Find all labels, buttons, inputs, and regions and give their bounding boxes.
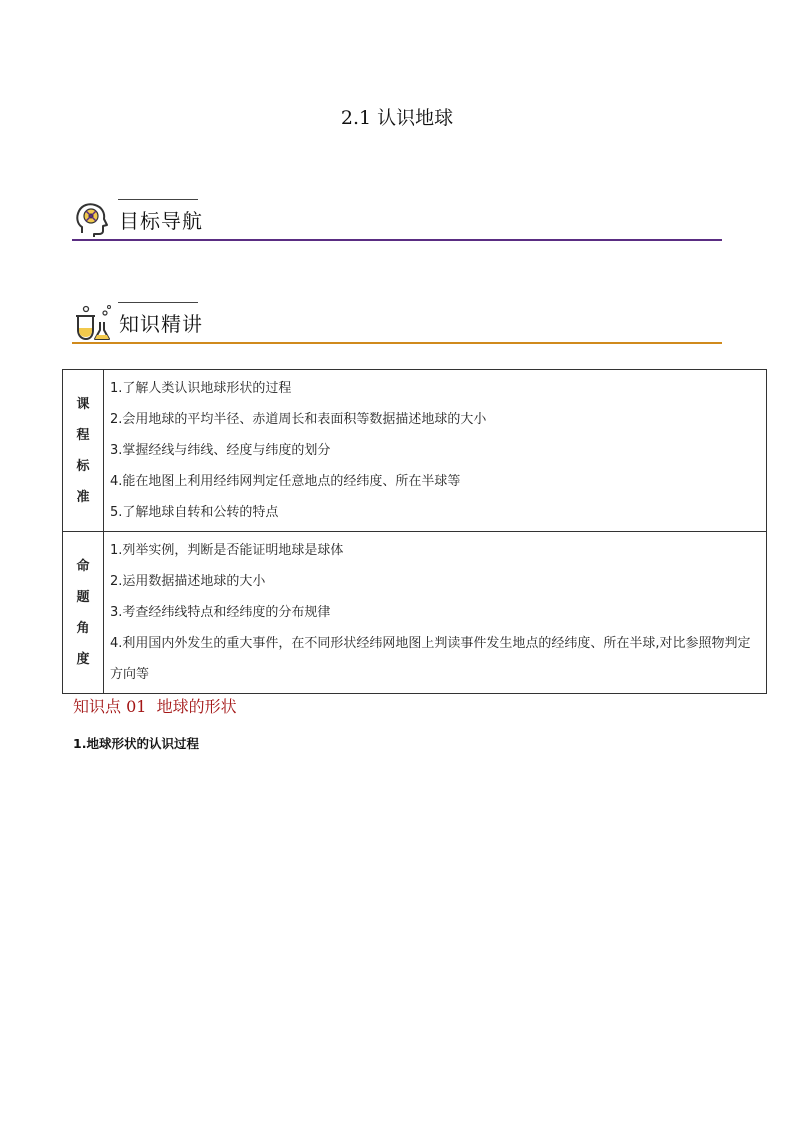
list-item: 1.了解人类认识地球形状的过程 — [110, 381, 292, 396]
list-item: 1.列举实例，判断是否能证明地球是球体 — [110, 543, 344, 558]
section-knowledge-underline — [72, 342, 722, 344]
row-header-exam: 命 题 角 度 — [63, 532, 104, 694]
knowledge-point-subtitle: 1.地球形状的认识过程 — [73, 736, 199, 751]
table-row — [63, 532, 767, 694]
section-knowledge-header — [72, 302, 722, 346]
list-item: 4.能在地图上利用经纬网判定任意地点的经纬度、所在半球等 — [110, 474, 461, 489]
list-item: 3.掌握经线与纬线、经度与纬度的划分 — [110, 443, 331, 458]
section-goal-label: 目标导航 — [119, 209, 203, 233]
brain-gear-icon — [72, 199, 112, 239]
list-item: 4.利用国内外发生的重大事件，在不同形状经纬网地图上判读事件发生地点的经纬度、所在半球,对比参照物判定方向等 — [110, 636, 751, 682]
table-row — [63, 370, 767, 532]
row-body-curriculum — [104, 370, 767, 532]
row-body-exam — [104, 532, 767, 694]
row-header-curriculum: 课 程 标 准 — [63, 370, 104, 532]
section-goal-underline — [72, 239, 722, 241]
page-title: 2.1 认识地球 — [340, 107, 454, 129]
knowledge-point-title: 知识点 01 地球的形状 — [73, 697, 237, 716]
standards-table — [62, 369, 767, 694]
list-item: 3.考查经纬线特点和经纬度的分布规律 — [110, 605, 331, 620]
list-item: 5.了解地球自转和公转的特点 — [110, 505, 279, 520]
section-knowledge-label: 知识精讲 — [119, 312, 203, 336]
lab-flask-icon — [72, 302, 112, 342]
list-item: 2.会用地球的平均半径、赤道周长和表面积等数据描述地球的大小 — [110, 412, 487, 427]
section-goal-header — [72, 199, 722, 243]
list-item: 2.运用数据描述地球的大小 — [110, 574, 266, 589]
